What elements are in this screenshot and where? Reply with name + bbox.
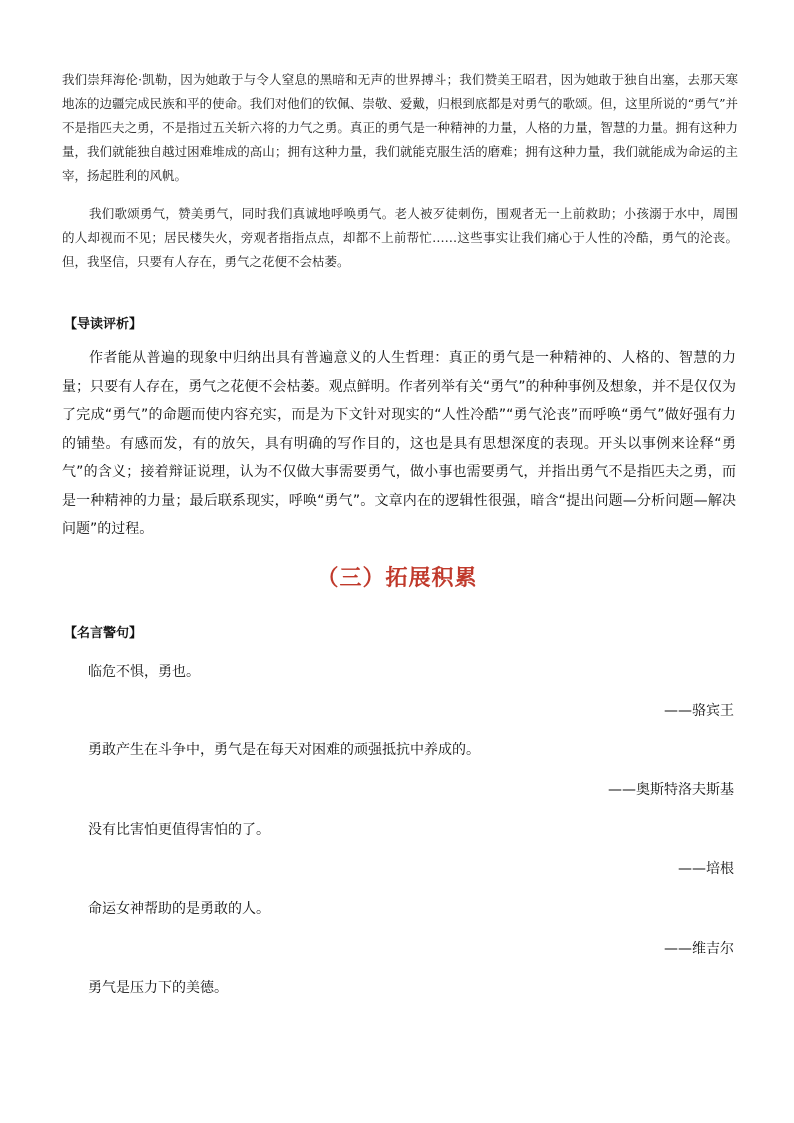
handwritten-passage [62,68,738,274]
quote-text: 临危不惧，勇也。 [88,664,200,680]
quote-text: 勇气是压力下的美德。 [88,980,228,996]
quote-author: ——培根 [678,861,734,877]
quote-text: 没有比害怕更值得害怕的了。 [88,822,270,838]
quote-text: 勇敢产生在斗争中，勇气是在每天对困难的顽强抵抗中养成的。 [88,742,480,758]
quote-author: ——骆宾王 [664,703,734,719]
quote-text: 命运女神帮助的是勇敢的人。 [88,901,270,917]
quote-author: ——维吉尔 [664,941,734,957]
passage-paragraph-1: 我们崇拜海伦·凯勒，因为她敢于与令人窒息的黑暗和无声的世界搏斗；我们赞美王昭君，因为她敢于独自出塞，去那天寒地冻的边疆完成民族和平的使命。我们对他们的钦佩、崇敬、爱戴，归根到底都是对勇气的歌颂。但，这里所说的“勇气”并不是指匹夫之勇，不是指过五关斩六将的力气之勇。真正的勇气是一种精神的力量，人格的力量，智慧的力量。拥有这种力量，我们就能独自越过困难堆成的高山；拥有这种力量，我们就能克服生活的磨难；拥有这种力量，我们就能成为命运的主宰，扬起胜利的风帆。 [62,72,738,183]
section-heading: （三）拓展积累 [316,566,478,591]
quotes-label: 【名言警句】 [64,626,143,641]
passage-paragraph-2: 我们歌颂勇气，赞美勇气，同时我们真诚地呼唤勇气。老人被歹徒刺伤，围观者无一上前救助；小孩溺于水中，周围的人却视而不见；居民楼失火，旁观者指指点点，却都不上前帮忙……这些事实让我们痛心于人性的冷酷，勇气的沦丧。但，我坚信，只要有人存在，勇气之花便不会枯萎。 [62,206,738,269]
quote-author: ——奥斯特洛夫斯基 [608,782,734,798]
analysis-label: 【导读评析】 [64,317,143,332]
analysis-paragraph: 作者能从普遍的现象中归纳出具有普遍意义的人生哲理：真正的勇气是一种精神的、人格的、智慧的力量；只要有人存在，勇气之花便不会枯萎。观点鲜明。作者列举有关“勇气”的种种事例及想象，并不是仅仅为了完成“勇气”的命题而使内容充实，而是为下文针对现实的“人性冷酷”“勇气沦丧”而呼唤“勇气”做好强有力的铺垫。有感而发，有的放矢，具有明确的写作目的，这也是具有思想深度的表现。开头以事例来诠释“勇气”的含义；接着辩证说理，认为不仅做大事需要勇气，做小事也需要勇气，并指出勇气不是指匹夫之勇，而是一种精神的力量；最后联系现实，呼唤“勇气”。文章内在的逻辑性很强，暗含“提出问题—分析问题—解决问题”的过程。 [62,350,736,537]
